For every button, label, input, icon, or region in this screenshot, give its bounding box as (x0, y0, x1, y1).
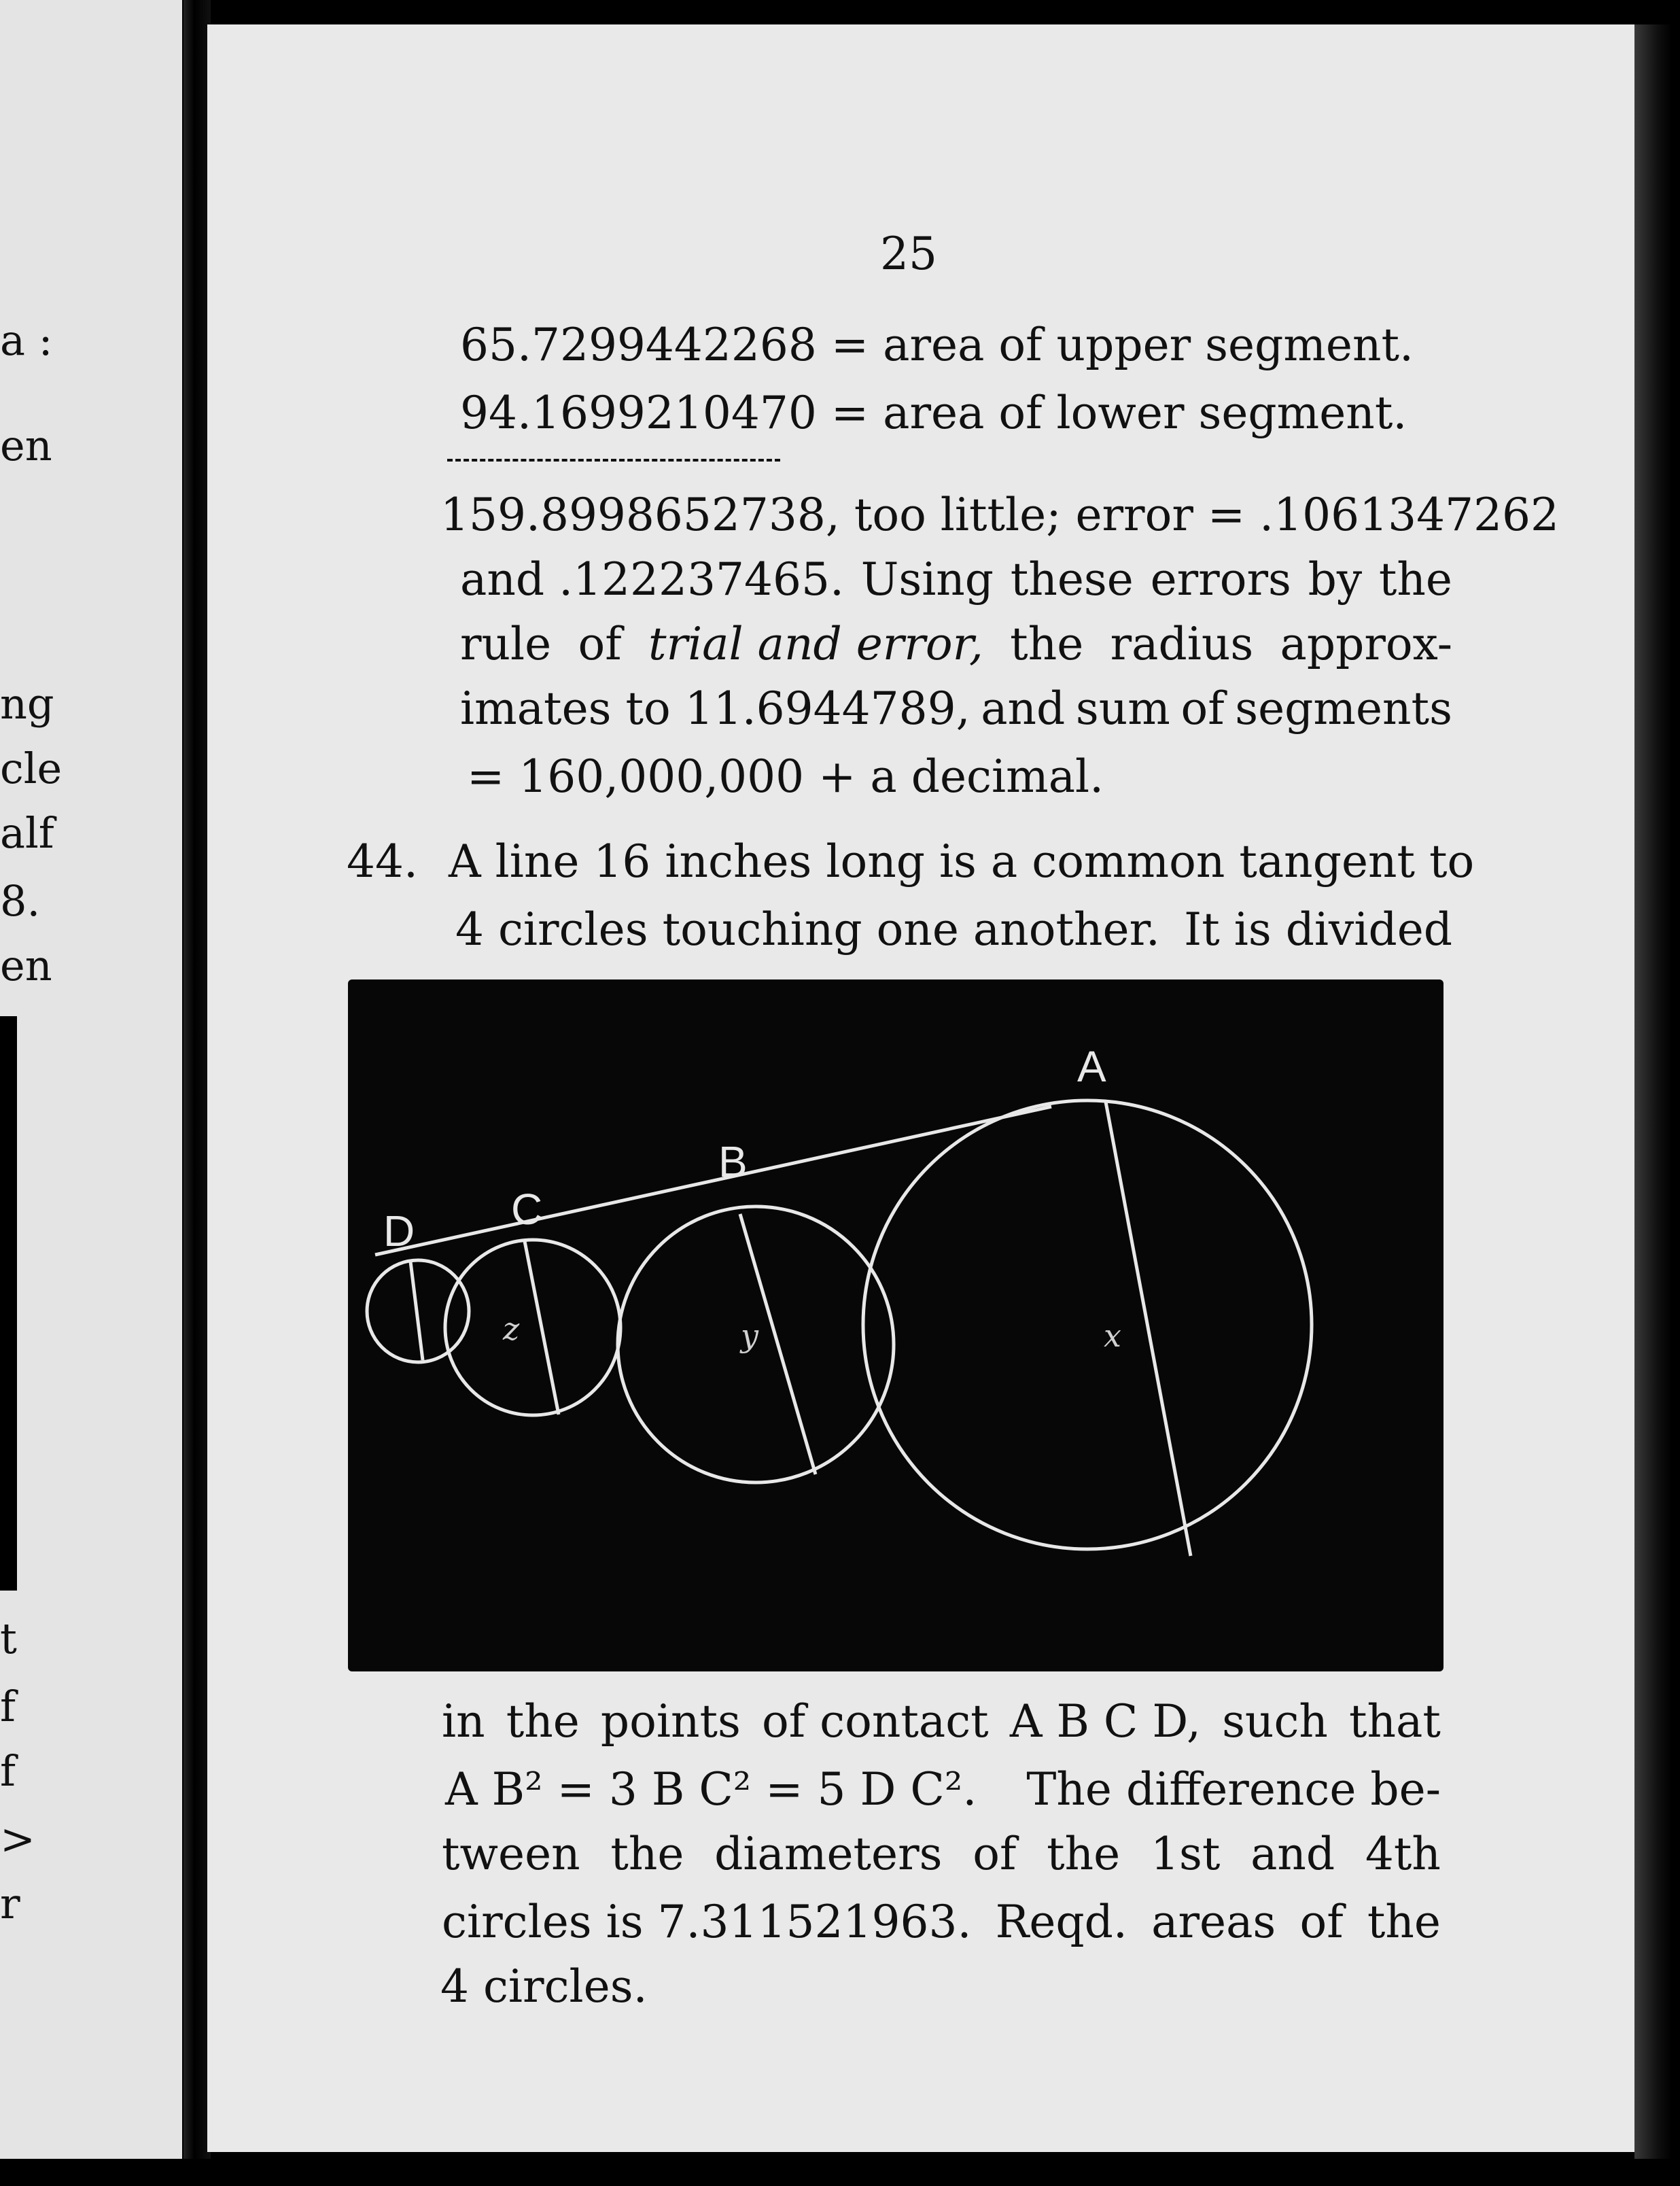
body-line-4 (442, 1896, 1441, 1948)
word: of (578, 618, 622, 670)
tangent-circles-figure (348, 979, 1443, 1671)
left-fragment: f (0, 1746, 16, 1796)
body-line-1 (442, 1695, 1441, 1748)
word: segments (1235, 682, 1452, 735)
body-line-2 (445, 1763, 1441, 1816)
word: of (1299, 1896, 1344, 1948)
circle-c (445, 1240, 620, 1415)
figure-drawing (348, 979, 1443, 1671)
left-fragment: 8. (0, 876, 41, 926)
question-number: 44. (347, 835, 418, 888)
phrase: 4 circles touching one another. (455, 903, 1160, 956)
body-line-5: 4 circles. (440, 1960, 648, 2013)
word: points (600, 1695, 741, 1748)
page-number: 25 (880, 228, 937, 280)
word: 4th (1365, 1828, 1441, 1880)
diameter-label-z: z (503, 1311, 520, 1347)
text-line-errors (460, 553, 1452, 606)
word: of (1180, 682, 1225, 735)
word: these (1010, 553, 1134, 606)
page-edge-shadow (1634, 24, 1672, 2166)
word: imates to 11.6944789, (460, 682, 970, 735)
text-line-upper-segment: 65.7299442268 = area of upper segment. (460, 319, 1414, 371)
left-fragment: ng (0, 679, 54, 729)
word: Using (860, 553, 994, 606)
left-fragment: > (0, 1814, 35, 1864)
word: by (1308, 553, 1363, 606)
equation: A B² = 3 B C² = 5 D C². (445, 1763, 977, 1816)
word: that (1349, 1695, 1441, 1748)
word: in (442, 1695, 485, 1748)
word: and .122237465. (460, 553, 844, 606)
word: such (1222, 1695, 1328, 1748)
word: Reqd. (995, 1896, 1127, 1948)
left-fragment: cle (0, 744, 63, 793)
word: of (973, 1828, 1017, 1880)
scan-border-top (0, 0, 1680, 24)
left-fragment: en (0, 941, 52, 990)
word: the (610, 1828, 684, 1880)
label-a: A (1077, 1042, 1106, 1091)
question-line-1: A line 16 inches long is a common tangent to (449, 835, 1475, 888)
diameter-label-y: y (741, 1317, 758, 1354)
word: of contact (762, 1695, 989, 1748)
word: approx- (1280, 618, 1452, 670)
word: errors (1150, 553, 1291, 606)
common-tangent-line (375, 1107, 1051, 1255)
diameter-label-x: x (1104, 1317, 1121, 1354)
left-page-figure-edge (0, 1016, 17, 1591)
word: and (1250, 1828, 1335, 1880)
word: the (1367, 1896, 1441, 1948)
word: diameters (714, 1828, 943, 1880)
sum-rule (447, 459, 780, 462)
label-d: D (383, 1207, 415, 1255)
phrase: The difference be- (1026, 1763, 1441, 1816)
phrase: It is divided (1184, 903, 1452, 956)
text-line-approximates (460, 682, 1452, 735)
body-line-3 (442, 1828, 1441, 1880)
label-b: B (718, 1137, 748, 1186)
diameter-d (410, 1262, 423, 1360)
scan-border-bottom (0, 2159, 1680, 2186)
circle-a (863, 1100, 1312, 1549)
word: sum (1075, 682, 1170, 735)
word: the (506, 1695, 580, 1748)
label-c: C (511, 1185, 543, 1234)
italic-phrase: trial and error, (648, 618, 983, 670)
phrase: circles is 7.311521963. (442, 1896, 972, 1948)
word: the (1047, 1828, 1121, 1880)
word: rule (460, 618, 552, 670)
word: the (1378, 553, 1452, 606)
word: areas (1151, 1896, 1276, 1948)
text-line-rule (460, 618, 1452, 670)
left-fragment: alf (0, 808, 54, 858)
word: the (1010, 618, 1084, 670)
diameter-c (525, 1241, 559, 1415)
word: A B C D, (1009, 1695, 1201, 1748)
text-line-decimal: = 160,000,000 + a decimal. (467, 750, 1104, 803)
word: radius (1110, 618, 1254, 670)
word: and (981, 682, 1066, 735)
left-fragment: t (0, 1614, 17, 1663)
text-line-lower-segment: 94.1699210470 = area of lower segment. (460, 387, 1407, 439)
left-fragment: en (0, 421, 52, 470)
word: 1st (1150, 1828, 1221, 1880)
book-gutter (183, 0, 211, 2175)
question-line-2 (455, 903, 1452, 956)
word: tween (442, 1828, 580, 1880)
left-fragment: f (0, 1682, 16, 1731)
left-facing-page (0, 0, 182, 2175)
left-fragment: r (0, 1879, 20, 1928)
left-fragment: a : (0, 315, 53, 365)
text-line-sum-error: 159.8998652738, too little; error = .1061347262 (440, 489, 1560, 541)
